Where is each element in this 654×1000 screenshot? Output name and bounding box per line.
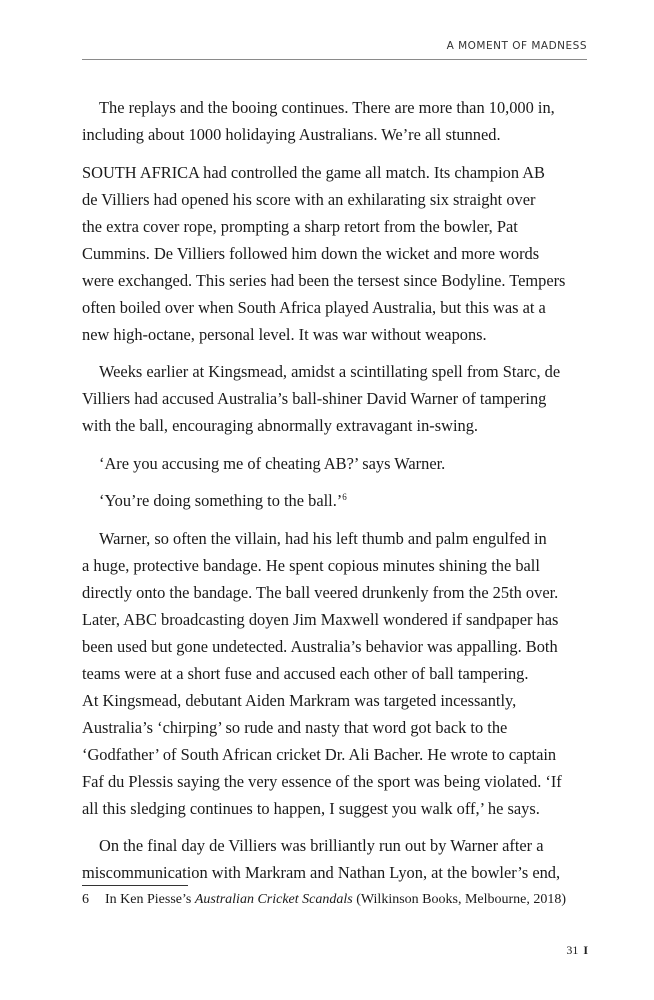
text-line: directly onto the bandage. The ball veered drunkenly from the 25th over. bbox=[82, 582, 559, 602]
paragraph bbox=[82, 525, 588, 687]
paragraph bbox=[82, 450, 588, 477]
body-text bbox=[82, 94, 588, 897]
text-line: Faf du Plessis saying the very essence of the sport was being violated. ‘If bbox=[82, 771, 562, 791]
footnote-reference: 6 bbox=[342, 492, 347, 502]
text-line: SOUTH AFRICA had controlled the game all match. Its champion AB bbox=[82, 162, 545, 182]
text-line: At Kingsmead, debutant Aiden Markram was targeted incessantly, bbox=[82, 690, 517, 710]
paragraph bbox=[82, 832, 588, 886]
text-line: all this sledging continues to happen, I suggest you walk off,’ he says. bbox=[82, 798, 540, 818]
text-line: ‘Are you accusing me of cheating AB?’ says Warner. bbox=[99, 453, 446, 473]
text-line: On the final day de Villiers was brilliantly run out by Warner after a bbox=[99, 836, 544, 855]
folio-bar: I bbox=[583, 943, 588, 957]
text-line: de Villiers had opened his score with an exhilarating six straight over bbox=[82, 189, 536, 209]
text-line: Later, ABC broadcasting doyen Jim Maxwell wondered if sandpaper has bbox=[82, 609, 559, 629]
text-line: including about 1000 holidaying Australians. We’re all stunned. bbox=[82, 125, 501, 144]
paragraph bbox=[82, 94, 588, 148]
footnote-rule bbox=[82, 885, 188, 886]
paragraph bbox=[82, 487, 588, 514]
text-line: Villiers had accused Australia’s ball-shiner David Warner of tampering bbox=[82, 389, 547, 408]
text-line: teams were at a short fuse and accused each other of ball tampering. bbox=[82, 663, 529, 683]
running-head: A MOMENT OF MADNESS bbox=[446, 40, 587, 52]
text-line: often boiled over when South Africa played Australia, but this was at a bbox=[82, 297, 546, 317]
text-line: been used but gone undetected. Australia’s behavior was appalling. Both bbox=[82, 636, 558, 656]
paragraph bbox=[82, 358, 588, 439]
page-number bbox=[566, 943, 588, 958]
text-line: with the ball, encouraging abnormally extravagant in-swing. bbox=[82, 416, 478, 435]
text-line: miscommunication with Markram and Nathan Lyon, at the bowler’s end, bbox=[82, 863, 561, 882]
header-rule bbox=[82, 59, 587, 60]
footnote-number: 6 bbox=[82, 892, 89, 907]
paragraph bbox=[82, 159, 588, 348]
paragraph bbox=[82, 687, 588, 822]
footnote-text-before: In Ken Piesse’s bbox=[105, 892, 195, 907]
text-line: Cummins. De Villiers followed him down the wicket and more words bbox=[82, 243, 540, 263]
footnote-book-title: Australian Cricket Scandals bbox=[194, 892, 353, 907]
footnote-text-after: (Wilkinson Books, Melbourne, 2018) bbox=[352, 892, 567, 907]
text-line: Weeks earlier at Kingsmead, amidst a scintillating spell from Starc, de bbox=[99, 362, 561, 381]
text-line-content: ‘You’re doing something to the ball.’ bbox=[99, 491, 343, 510]
text-line: were exchanged. This series had been the tersest since Bodyline. Tempers bbox=[82, 270, 566, 290]
text-line: Australia’s ‘chirping’ so rude and nasty that word got back to the bbox=[82, 717, 508, 737]
text-line: ‘Godfather’ of South African cricket Dr. Ali Bacher. He wrote to captain bbox=[82, 744, 557, 764]
page-number-value: 31 bbox=[566, 943, 579, 957]
text-line: a huge, protective bandage. He spent copious minutes shining the ball bbox=[82, 555, 540, 575]
footnote bbox=[82, 891, 566, 909]
text-line bbox=[82, 487, 588, 514]
text-line: the extra cover rope, prompting a sharp retort from the bowler, Pat bbox=[82, 216, 518, 236]
text-line: The replays and the booing continues. There are more than 10,000 in, bbox=[99, 98, 555, 117]
text-line: new high-octane, personal level. It was war without weapons. bbox=[82, 324, 487, 344]
text-line: Warner, so often the villain, had his left thumb and palm engulfed in bbox=[99, 528, 547, 548]
